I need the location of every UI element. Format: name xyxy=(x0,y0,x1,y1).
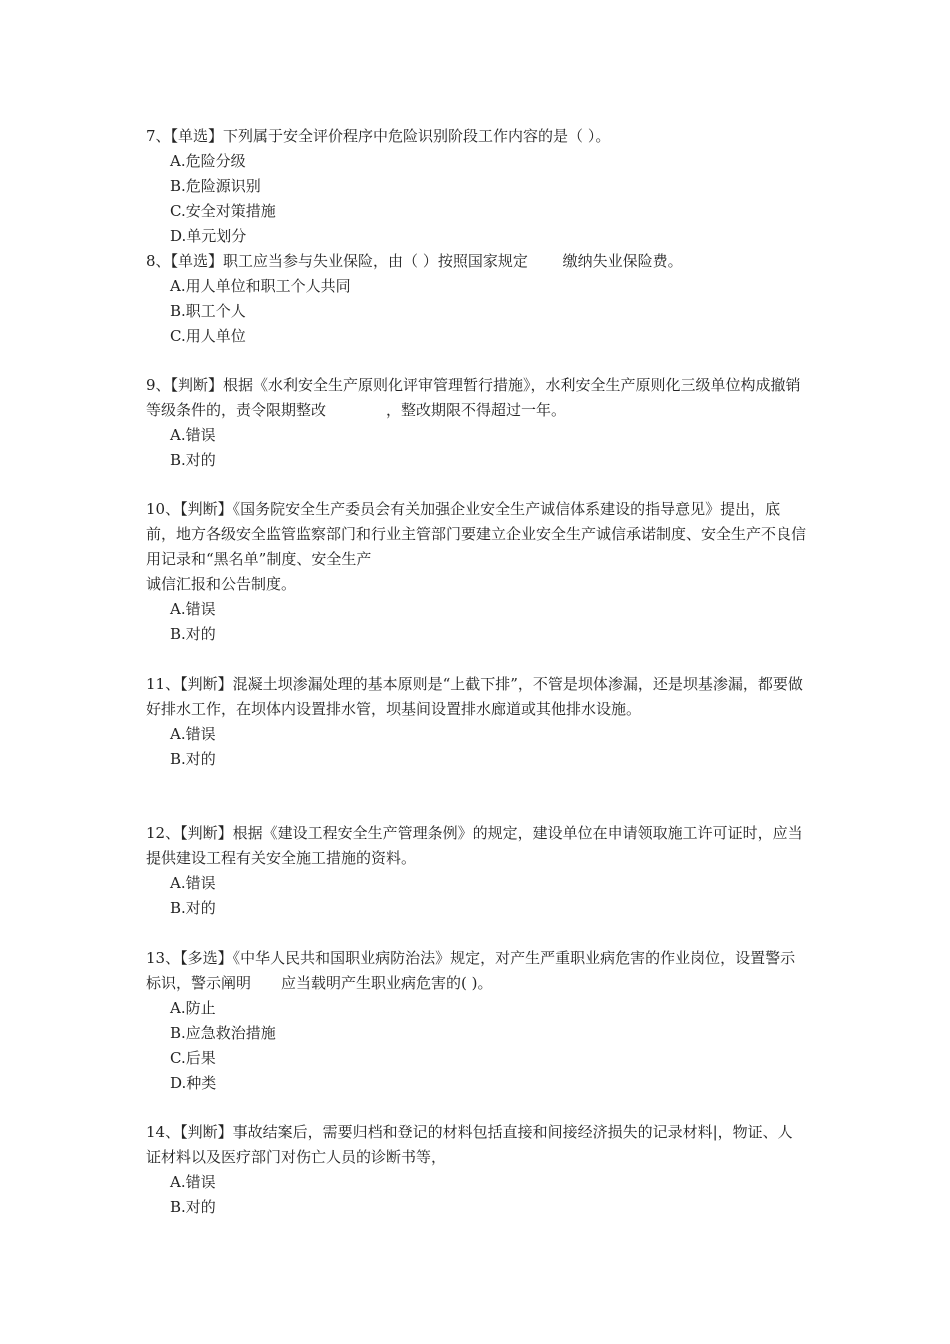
option-a: A.用人单位和职工个人共同 xyxy=(170,277,351,295)
question-9 xyxy=(146,373,806,473)
option-a: A.危险分级 xyxy=(170,152,246,170)
option-c: C.用人单位 xyxy=(170,327,246,345)
question-stem: 13、【多选】《中华人民共和国职业病防治法》规定，对产生严重职业病危害的作业岗位，设置警示标识，警示阐明 应当载明产生职业病危害的( )。 xyxy=(146,949,796,992)
option-a: A.防止 xyxy=(170,999,216,1017)
question-13 xyxy=(146,946,806,1096)
question-stem: 10、【判断】《国务院安全生产委员会有关加强企业安全生产诚信体系建设的指导意见》提出，底前，地方各级安全监管监察部门和行业主管部门要建立企业安全生产诚信承诺制度、安全生产不良信用记录和“黑名单”制度、安全生产 诚信汇报和公告制度。 xyxy=(146,500,807,593)
question-14 xyxy=(146,1120,806,1220)
option-b: B.对的 xyxy=(170,625,216,643)
option-b: B.对的 xyxy=(170,1198,216,1216)
option-a: A.错误 xyxy=(170,600,216,618)
question-12 xyxy=(146,821,806,921)
question-8 xyxy=(146,249,806,349)
option-c: C.安全对策措施 xyxy=(170,202,276,220)
option-c: C.后果 xyxy=(170,1049,216,1067)
question-10 xyxy=(146,497,806,647)
question-stem: 11、【判断】混凝土坝渗漏处理的基本原则是“上截下排”，不管是坝体渗漏，还是坝基渗漏，都要做好排水工作，在坝体内设置排水管，坝基间设置排水廊道或其他排水设施。 xyxy=(146,675,803,718)
option-a: A.错误 xyxy=(170,725,216,743)
option-b: B.对的 xyxy=(170,750,216,768)
option-b: B.应急救治措施 xyxy=(170,1024,276,1042)
option-b: B.职工个人 xyxy=(170,302,246,320)
question-11 xyxy=(146,672,806,772)
question-7 xyxy=(146,124,806,249)
question-stem: 14、【判断】事故结案后，需要归档和登记的材料包括直接和间接经济损失的记录材料|，物证、人证材料以及医疗部门对伤亡人员的诊断书等， xyxy=(146,1123,793,1166)
question-stem: 8、【单选】职工应当参与失业保险，由（ ）按照国家规定 缴纳失业保险费。 xyxy=(146,252,683,270)
option-a: A.错误 xyxy=(170,874,216,892)
option-d: D.单元划分 xyxy=(170,227,247,245)
question-stem: 7、【单选】下列属于安全评价程序中危险识别阶段工作内容的是（ ）。 xyxy=(146,127,611,145)
option-d: D.种类 xyxy=(170,1074,217,1092)
option-b: B.对的 xyxy=(170,451,216,469)
question-stem: 12、【判断】根据《建设工程安全生产管理条例》的规定，建设单位在申请领取施工许可证时，应当提供建设工程有关安全施工措施的资料。 xyxy=(146,824,803,867)
question-stem: 9、【判断】根据《水利安全生产原则化评审管理暂行措施》，水利安全生产原则化三级单位构成撤销等级条件的，责令限期整改 ，整改期限不得超过一年。 xyxy=(146,376,801,419)
option-b: B.危险源识别 xyxy=(170,177,261,195)
option-a: A.错误 xyxy=(170,426,216,444)
option-b: B.对的 xyxy=(170,899,216,917)
option-a: A.错误 xyxy=(170,1173,216,1191)
